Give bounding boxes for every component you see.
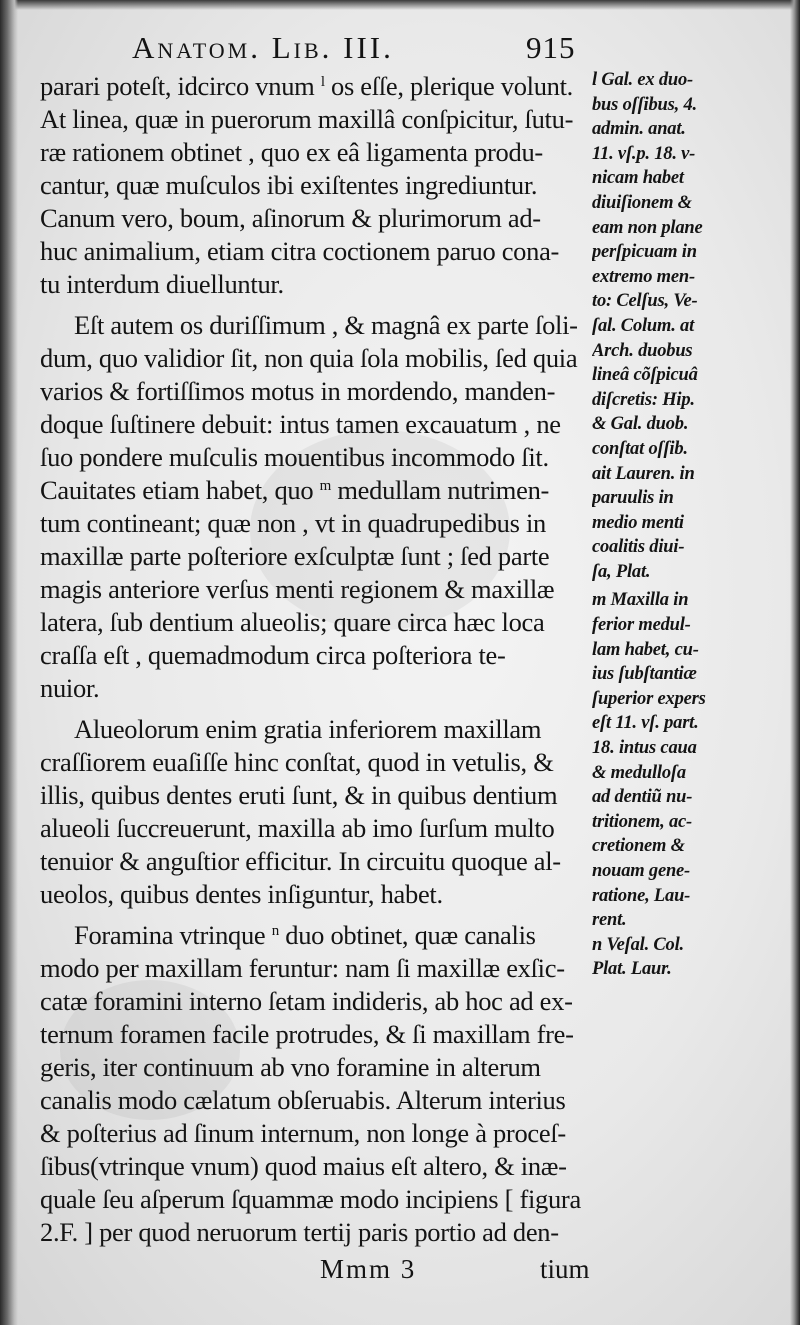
text-line xyxy=(40,235,588,268)
marginal-note-line: ſal. Colum. at xyxy=(592,315,695,336)
marginal-note-line: n Veſal. Col. xyxy=(592,934,684,955)
text-line xyxy=(40,1018,588,1051)
text-line-content: parari poteſt, idcirco vnum xyxy=(40,71,321,101)
marginal-note-line: ſuperior expers xyxy=(592,688,706,709)
text-line-content: Alueolorum enim gratia inferiorem maxillam xyxy=(74,714,542,744)
text-line xyxy=(40,985,588,1018)
text-line-content: catæ foramini interno ſetam indideris, ab hoc ad ex- xyxy=(40,986,573,1016)
page-gutter-shadow xyxy=(0,0,18,1325)
text-line-content: modo per maxillam feruntur: nam ſi maxillæ exſic- xyxy=(40,953,565,983)
marginal-note-line: cretionem & xyxy=(592,836,685,857)
text-line xyxy=(40,408,588,441)
running-head: Anatom. Lib. III. xyxy=(132,30,394,65)
text-line-continuation: os eſſe, plerique volunt. xyxy=(324,71,573,101)
marginal-note-line: l Gal. ex duo- xyxy=(592,70,694,90)
text-line-content: Cauitates etiam habet, quo xyxy=(40,475,320,505)
text-line xyxy=(40,1051,588,1084)
text-line-continuation: duo obtinet, quæ canalis xyxy=(278,920,536,950)
marginal-note-line: ſa, Plat. xyxy=(592,561,651,582)
text-line xyxy=(40,136,588,169)
text-line xyxy=(40,672,588,705)
marginal-note-line: ad dentiũ nu- xyxy=(592,787,693,808)
text-line-content: ſibus(vtrinque vnum) quod maius eſt altero, & inæ- xyxy=(40,1151,567,1181)
text-line xyxy=(40,845,588,878)
marginal-note-line: diſcretis: Hip. xyxy=(592,389,695,410)
marginal-note-line: nicam habet xyxy=(592,168,684,189)
text-line xyxy=(40,639,588,672)
text-line-content: geris, iter continuum ab vno foramine in alterum xyxy=(40,1052,541,1082)
text-line xyxy=(40,507,588,540)
marginal-note-line: Plat. Laur. xyxy=(592,959,672,980)
text-line-content: canalis modo cælatum obſeruabis. Alterum interius xyxy=(40,1085,566,1115)
text-line xyxy=(40,1084,588,1117)
text-line-content: Eſt autem os duriſſimum , & magnâ ex parte ſoli- xyxy=(74,310,578,340)
marginal-note-line: to: Celſus, Ve- xyxy=(592,291,698,312)
marginal-note-line: admin. anat. xyxy=(592,119,686,140)
text-line-content: Canum vero, boum, aſinorum & plurimorum ad- xyxy=(40,203,541,233)
marginal-note-line: ius ſubſtantiæ xyxy=(592,664,697,685)
marginal-note-line: perſpicuam in xyxy=(592,242,697,263)
text-line xyxy=(40,919,588,952)
marginal-note-line: Arch. duobus xyxy=(592,340,693,361)
marginal-note-line: ait Lauren. in xyxy=(592,463,695,484)
text-line-content: quale ſeu aſperum ſquammæ modo incipiens [ figura xyxy=(40,1184,581,1214)
text-line xyxy=(40,606,588,639)
text-line-content: nuior. xyxy=(40,673,100,703)
marginal-note-line: ratione, Lau- xyxy=(592,885,691,906)
marginal-note-line: lineâ cõſpicuâ xyxy=(592,365,698,386)
text-line-content: 2.F. ] per quod neruorum tertij paris portio ad den- xyxy=(40,1217,559,1247)
text-line-content: ræ rationem obtinet , quo ex eâ ligamenta produ- xyxy=(40,137,543,167)
text-line-content: ſuo pondere muſculis mouentibus incommodo ſit. xyxy=(40,442,549,472)
text-line-content: Foramina vtrinque xyxy=(74,920,272,950)
marginal-note-line: extremo men- xyxy=(592,266,695,287)
text-line xyxy=(40,202,588,235)
marginal-note-line: ferior medul- xyxy=(592,615,691,636)
text-line-content: & poſterius ad ſinum internum, non longe à proceſ- xyxy=(40,1118,566,1148)
marginal-notes-column xyxy=(592,68,792,982)
text-line-content: craſſiorem euaſiſſe hinc conſtat, quod in vetulis, & xyxy=(40,747,554,777)
marginal-note-line: lam habet, cu- xyxy=(592,639,699,660)
text-line xyxy=(40,1117,588,1150)
text-line-content: tu interdum diuelluntur. xyxy=(40,269,284,299)
text-line-content: ueolos, quibus dentes inſiguntur, habet. xyxy=(40,879,443,909)
text-line xyxy=(40,1183,588,1216)
text-line xyxy=(40,713,588,746)
text-line xyxy=(40,103,588,136)
marginal-note-line: bus oſſibus, 4. xyxy=(592,94,697,115)
text-line-content: cantur, quæ muſculos ibi exiſtentes ingrediuntur. xyxy=(40,170,538,200)
page-number: 915 xyxy=(526,30,576,65)
text-line xyxy=(40,812,588,845)
text-line xyxy=(40,952,588,985)
text-line-content: alueoli ſuccreuerunt, maxilla ab imo ſurſum multo xyxy=(40,813,555,843)
text-line xyxy=(40,746,588,779)
text-line xyxy=(40,169,588,202)
text-line-content: ternum foramen facile protrudes, & ſi maxillam fre- xyxy=(40,1019,574,1049)
text-line xyxy=(40,878,588,911)
marginal-note-line: tritionem, ac- xyxy=(592,811,692,832)
marginal-note-line: paruulis in xyxy=(592,488,674,509)
marginal-note-line: 11. vſ.p. 18. v- xyxy=(592,143,696,164)
text-line xyxy=(40,540,588,573)
text-line-content: tum contineant; quæ non , vt in quadrupedibus in xyxy=(40,508,546,538)
marginal-note-line: medio menti xyxy=(592,512,684,533)
text-line-content: magis anteriore verſus menti regionem & maxillæ xyxy=(40,574,555,604)
marginal-note-line: rent. xyxy=(592,910,627,931)
catchword: tium xyxy=(540,1254,590,1284)
note-reference-mark: n xyxy=(271,923,279,939)
text-line-continuation: medullam nutrimen- xyxy=(331,475,550,505)
text-line xyxy=(40,342,588,375)
signature-mark: Mmm 3 xyxy=(320,1254,417,1284)
main-text-column xyxy=(40,70,588,1249)
text-line xyxy=(40,268,588,301)
marginal-note-line: & Gal. duob. xyxy=(592,414,689,435)
text-line-content: At linea, quæ in puerorum maxillâ conſpicitur, ſutu- xyxy=(40,104,574,134)
text-line xyxy=(40,1216,588,1249)
marginal-note-line: conſtat oſſib. xyxy=(592,438,688,459)
text-line-content: tenuior & anguſtior efficitur. In circuitu quoque al- xyxy=(40,846,561,876)
text-line-content: latera, ſub dentium alueolis; quare circa hæc loca xyxy=(40,607,545,637)
note-reference-mark: l xyxy=(320,74,325,90)
text-line-content: maxillæ parte poſteriore exſculptæ ſunt ; ſed parte xyxy=(40,541,550,571)
text-line xyxy=(40,779,588,812)
text-line xyxy=(40,474,588,507)
text-line-content: dum, quo validior ſit, non quia ſola mobilis, ſed quia xyxy=(40,343,578,373)
text-line xyxy=(40,70,588,103)
marginal-note-line: nouam gene- xyxy=(592,861,691,881)
text-line-content: craſſa eſt , quemadmodum circa poſteriora te- xyxy=(40,640,506,670)
text-line xyxy=(40,1150,588,1183)
marginal-note-line: m Maxilla in xyxy=(592,590,689,611)
marginal-note-line: diuiſionem & xyxy=(592,192,692,213)
marginal-note-line: coalitis diui- xyxy=(592,537,685,558)
text-line-content: doque ſuſtinere debuit: intus tamen excauatum , ne xyxy=(40,409,561,439)
text-line xyxy=(40,375,588,408)
text-line xyxy=(40,441,588,474)
text-line-content: illis, quibus dentes eruti ſunt, & in quibus dentium xyxy=(40,780,558,810)
text-line xyxy=(40,309,588,342)
text-line xyxy=(40,573,588,606)
text-line-content: huc animalium, etiam citra coctionem paruo cona- xyxy=(40,236,560,266)
text-line-content: varios & fortiſſimos motus in mordendo, manden- xyxy=(40,376,556,406)
marginal-note-line: eam non plane xyxy=(592,217,703,238)
marginal-note-line: eſt 11. vſ. part. xyxy=(592,713,699,734)
note-reference-mark: m xyxy=(319,478,332,494)
page-top-edge-shadow xyxy=(0,0,800,10)
marginal-note-line: & medulloſa xyxy=(592,762,686,783)
marginal-note-line: 18. intus caua xyxy=(592,738,697,759)
